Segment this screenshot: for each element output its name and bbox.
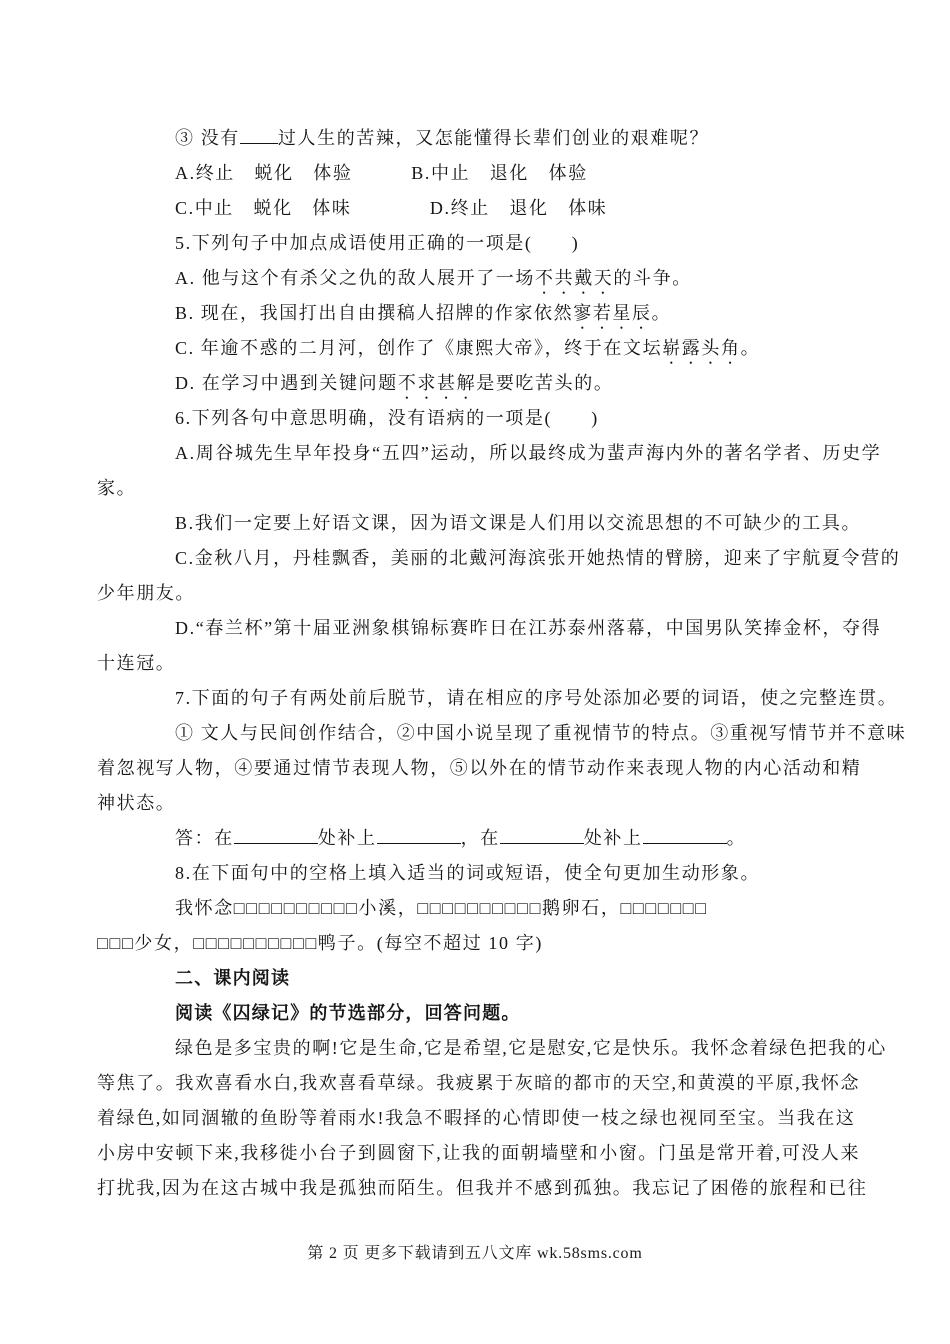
text-segment: 是要吃苦头的。 [476,373,614,393]
q7-text-line3 [97,786,859,821]
q4-options-cd [97,191,859,226]
q6-option-b [97,506,862,541]
q5-stem [97,226,859,261]
q6-stem [97,401,859,436]
q7-text-line1 [97,716,907,751]
text-segment: 处补上 [583,828,643,848]
emphasized-idiom: 寥若星辰 [573,303,652,323]
q7-answer-line [97,821,859,856]
q8-stem [97,856,859,891]
reading-instruction [97,996,859,1031]
text-segment: B.我们一定要上好语文课，因为语文课是人们用以交流思想的不可缺少的工具。 [175,513,862,533]
q6-option-d-line1 [97,611,882,646]
text-segment: 着忽视写人物，④要通过情节表现人物，⑤以外在的情节动作来表现人物的内心活动和精 [97,758,862,778]
text-segment: 5.下列句子中加点成语使用正确的一项是( ) [175,233,580,253]
q8-text-line2 [97,926,859,961]
q6-option-a-line2 [97,471,859,506]
text-segment: C.金秋八月，丹桂飘香，美丽的北戴河海滨张开她热情的臂膀，迎来了宇航夏令营的 [175,548,901,568]
emphasized-idiom: 不共戴天 [535,268,614,288]
text-segment: 处补上 [317,828,377,848]
text-segment: 。 [651,303,672,323]
fill-in-blank [240,127,278,144]
text-segment: A.周谷城先生早年投身“五四”运动，所以最终成为蜚声海内外的著名学者、历史学 [175,443,882,463]
q5-option-b [97,296,859,331]
fill-in-blank [643,827,727,844]
q5-option-c [97,331,859,366]
q6-option-d-line2 [97,646,859,681]
q7-text-line2 [97,751,862,786]
passage-line4 [97,1136,859,1171]
text-segment: 绿色是多宝贵的啊!它是生命,它是希望,它是慰安,它是快乐。我怀念着绿色把我的心 [175,1038,887,1058]
text-segment: 过人生的苦辣，又怎能懂得长辈们创业的艰难呢？ [277,128,710,148]
text-segment: 6.下列各句中意思明确，没有语病的一项是( ) [175,408,599,428]
q4-options-ab [97,156,859,191]
fill-in-blank [234,827,318,844]
text-segment: 8.在下面句中的空格上填入适当的词或短语，使全句更加生动形象。 [175,863,761,883]
page-footer: 第 2 页 更多下载请到五八文库 wk.58sms.com [307,1245,643,1262]
text-segment: 神状态。 [97,793,176,813]
document-body [97,121,907,1206]
text-segment: 。 [726,828,747,848]
text-segment: 小房中安顿下来,我移徙小台子到圆窗下,让我的面朝墙壁和小窗。门虽是常开着,可没人来 [97,1143,861,1163]
q6-option-c-line2 [97,576,859,611]
text-segment: C.中止 蜕化 体味 D.终止 退化 体味 [175,198,608,218]
text-segment: 7.下面的句子有两处前后脱节，请在相应的序号处添加必要的词语，使之完整连贯。 [175,688,898,708]
q6-option-a-line1 [97,436,882,471]
text-segment: D.“春兰杯”第十届亚洲象棋锦标赛昨日在江苏泰州落幕，中国男队笑捧金杯，夺得 [175,618,882,638]
emphasized-idiom: 崭露头角 [662,338,741,358]
text-segment: ③ 没有 [175,128,240,148]
q4-sub-item-3 [97,121,859,156]
text-segment: 二、课内阅读 [175,968,291,988]
emphasized-idiom: 不求甚解 [397,373,477,393]
passage-line3 [97,1101,859,1136]
text-segment: 。 [740,338,761,358]
text-segment: D. 在学习中遇到关键问题 [175,373,398,393]
text-segment: 打扰我,因为在这古城中我是孤独而陌生。但我并不感到孤独。我忘记了困倦的旅程和已往 [97,1178,868,1198]
q8-text-line1 [97,891,859,926]
text-segment: 十连冠。 [97,653,176,673]
text-segment: 阅读《囚绿记》的节选部分，回答问题。 [175,1003,521,1023]
q5-option-d [97,366,859,401]
fill-in-blank [500,827,584,844]
text-segment: □□□少女，□□□□□□□□□□鸭子。(每空不超过 10 字) [97,933,543,953]
text-segment: ，在 [460,828,500,848]
text-segment: A.终止 蜕化 体验 B.中止 退化 体验 [175,163,588,183]
q7-stem [97,681,898,716]
text-segment: B. 现在，我国打出自由撰稿人招牌的作家依然 [175,303,574,323]
text-segment: 我怀念□□□□□□□□□□小溪，□□□□□□□□□□鹅卵石，□□□□□□□ [175,898,708,918]
text-segment: A. 他与这个有杀父之仇的敌人展开了一场 [175,268,535,288]
passage-line5 [97,1171,868,1206]
passage-line2 [97,1066,859,1101]
text-segment: 家。 [97,478,137,498]
fill-in-blank [377,827,461,844]
q6-option-c-line1 [97,541,901,576]
text-segment: 答：在 [175,828,234,848]
q5-option-a [97,261,859,296]
text-segment: C. 年逾不惑的二月河，创作了《康熙大帝》，终于在文坛 [175,338,663,358]
passage-line1 [97,1031,887,1066]
text-segment: 少年朋友。 [97,583,195,603]
text-segment: 等焦了。我欢喜看水白,我欢喜看草绿。我疲累于灰暗的都市的天空,和黄漠的平原,我怀念 [97,1073,861,1093]
text-segment: 着绿色,如同涸辙的鱼盼等着雨水!我急不暇择的心情即使一枝之绿也视同至宝。当我在这 [97,1108,856,1128]
text-segment: 的斗争。 [613,268,692,288]
text-segment: ① 文人与民间创作结合，②中国小说呈现了重视情节的特点。③重视写情节并不意味 [175,723,907,743]
section-2-heading [97,961,859,996]
